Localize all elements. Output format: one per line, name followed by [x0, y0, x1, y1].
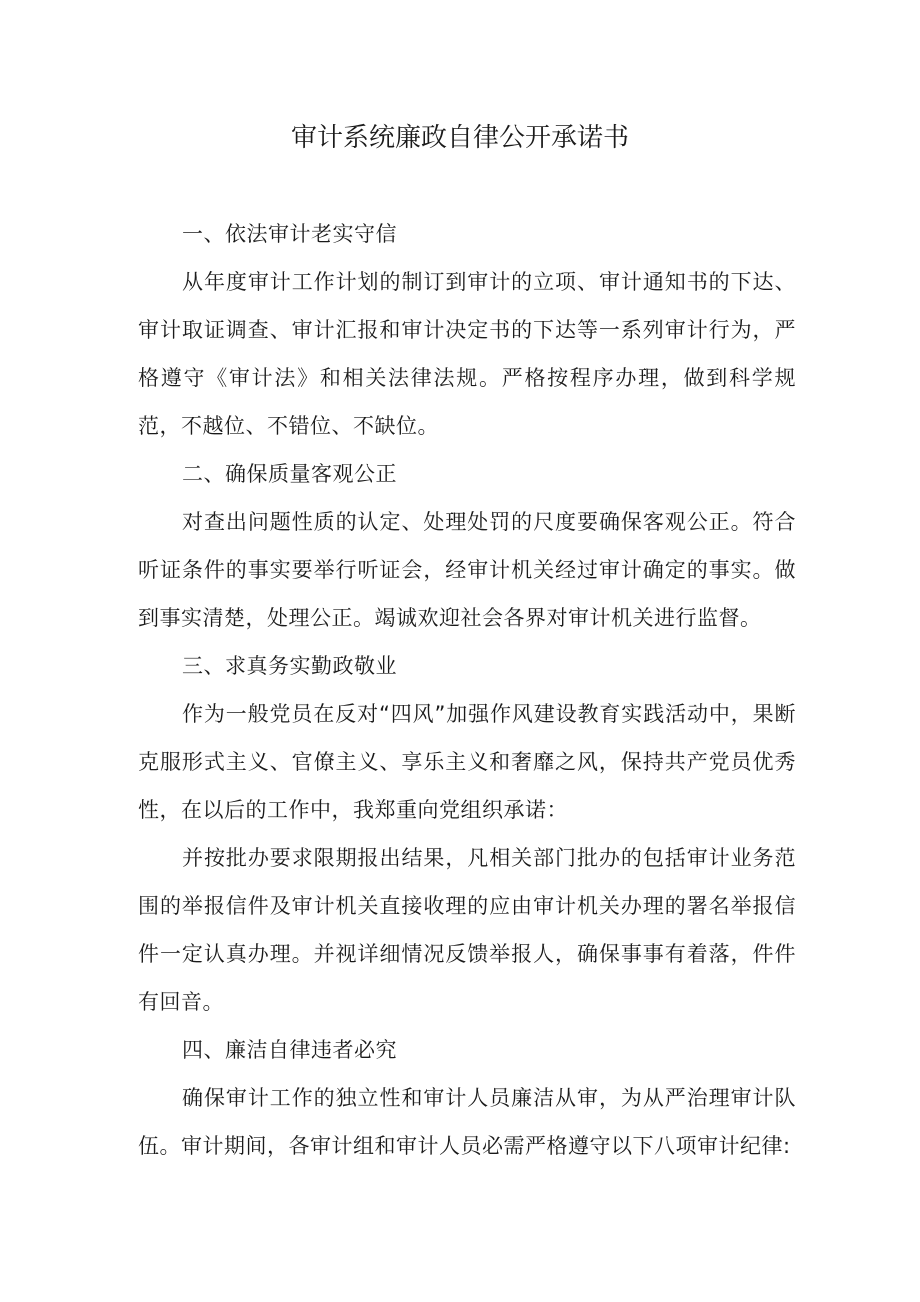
- section-heading-3: 三、求真务实勤政敬业: [182, 654, 397, 678]
- section-heading-1: 一、依法审计老实守信: [182, 222, 397, 246]
- section-heading-4: 四、廉洁自律违者必究: [182, 1038, 397, 1062]
- paragraph-2: 对查出问题性质的认定、处理处罚的尺度要确保客观公正。符合听证条件的事实要举行听证会，经审计机关经过审计确定的事实。做到事实清楚，处理公正。竭诚欢迎社会各界对审计机关进行监督。: [138, 510, 796, 630]
- paragraph-3: 作为一般党员在反对“四风”加强作风建设教育实践活动中，果断克服形式主义、官僚主义、享乐主义和奢靡之风，保持共产党员优秀性，在以后的工作中，我郑重向党组织承诺：: [138, 702, 796, 822]
- document-title: 审计系统廉政自律公开承诺书: [290, 123, 629, 153]
- paragraph-1: 从年度审计工作计划的制订到审计的立项、审计通知书的下达、审计取证调查、审计汇报和审计决定书的下达等一系列审计行为，严格遵守《审计法》和相关法律法规。严格按程序办理，做到科学规范，不越位、不错位、不缺位。: [138, 270, 796, 438]
- section-heading-2: 二、确保质量客观公正: [182, 462, 397, 486]
- paragraph-5: 确保审计工作的独立性和审计人员廉洁从审，为从严治理审计队伍。审计期间，各审计组和审计人员必需严格遵守以下八项审计纪律:: [138, 1086, 796, 1158]
- document-body: [138, 210, 796, 1170]
- paragraph-4: 并按批办要求限期报出结果，凡相关部门批办的包括审计业务范围的举报信件及审计机关直接收理的应由审计机关办理的署名举报信件一定认真办理。并视详细情况反馈举报人，确保事事有着落，件件有回音。: [138, 846, 796, 1014]
